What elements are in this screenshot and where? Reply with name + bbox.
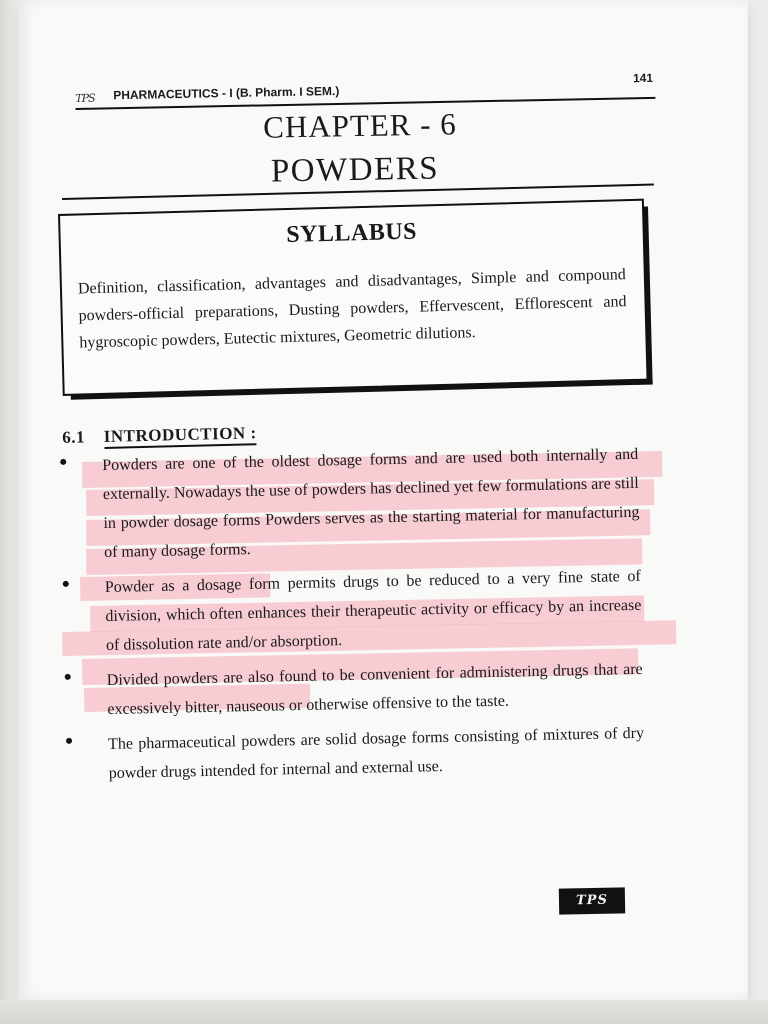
page-number: 141 (632, 70, 654, 86)
book-spine-edge (0, 0, 18, 1024)
header-title: PHARMACEUTICS - I (B. Pharm. I SEM.) (113, 83, 340, 103)
publisher-logo: TPS (75, 91, 95, 105)
page-bottom-shadow (0, 1000, 768, 1024)
chapter-title: POWDERS (270, 150, 440, 190)
list-item (58, 440, 640, 568)
bullet-text: Powder as a dosage form permits drugs to be reduced to a very fine state of division, which often enhances their therapeutic activity or efficacy by an increase of dissolution rate and/or absorption. (104, 567, 642, 655)
bullet-icon (66, 738, 72, 744)
section-title (62, 423, 257, 448)
section-number: 6.1 (62, 427, 86, 447)
chapter-label: CHAPTER - 6 (262, 106, 458, 145)
bullet-text: Powders are one of the oldest dosage forms and are used both internally and externally. Nowadays the use of powders has declined yet few formulations are still in powder dosage forms Powders serves as the starting material for manufacturing of many dosage forms. (102, 445, 640, 562)
bullet-text: Divided powders are also found to be convenient for administering drugs that are excessively bitter, nauseous or otherwise offensive to the taste. (106, 660, 643, 719)
syllabus-text: Definition, classification, advantages and disadvantages, Simple and compound powders-official preparations, Dusting powders, Effervescent, Efflorescent and hygroscopic powders, Eutectic mixtures, Geometric dilutions. (77, 266, 627, 352)
bullet-icon (65, 674, 71, 680)
syllabus-box (58, 199, 649, 396)
bullet-icon (60, 459, 66, 465)
list-item (64, 719, 645, 789)
list-item (61, 562, 643, 661)
footer-logo-badge: TPS (559, 887, 625, 914)
section-heading: INTRODUCTION : (103, 423, 256, 449)
bullet-text: The pharmaceutical powders are solid dosage forms consisting of mixtures of dry powder drugs intended for internal and external use. (107, 724, 645, 783)
bullet-icon (63, 581, 69, 587)
intro-bullet-list (58, 440, 645, 795)
syllabus-heading: SYLLABUS (285, 218, 418, 249)
list-item (63, 655, 644, 725)
